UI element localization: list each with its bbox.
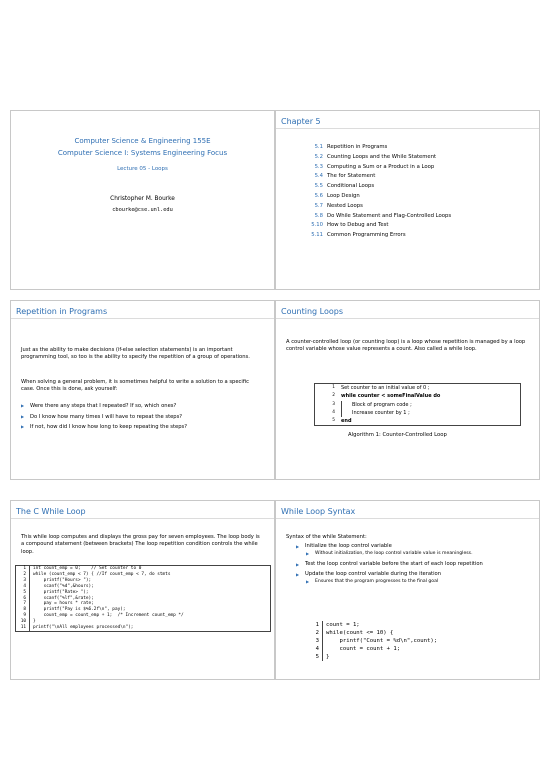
- code-line: printf("Rate> ");: [33, 589, 89, 595]
- code-line: }: [326, 654, 330, 660]
- code-line: scanf("%lf",&rate);: [33, 595, 94, 601]
- course-subtitle: Computer Science I: Systems Engineering Focus: [57, 149, 228, 157]
- code-line: scanf("%d",&hours);: [33, 583, 94, 589]
- slide-title: [10, 110, 275, 290]
- slide-title-text: While Loop Syntax: [281, 507, 356, 516]
- slide-while-syntax: [275, 500, 540, 680]
- code-line: printf("\nAll employees processed\n");: [33, 625, 134, 631]
- toc-item[interactable]: 5.6 Loop Design: [314, 192, 360, 199]
- code-line: printf("Hours> ");: [33, 577, 92, 583]
- code-line: pay = hours * rate;: [33, 601, 94, 607]
- paragraph: Syntax of the while Statement:: [286, 534, 367, 540]
- toc-item[interactable]: 5.10 How to Debug and Test: [311, 222, 389, 229]
- paragraph: When solving a general problem, it is sometimes helpful to write a solution to a specific case. Once this is done, ask yourself:: [21, 379, 249, 393]
- code-line: count_emp = count_emp + 1; /* Increment count_emp */: [33, 613, 184, 619]
- code-line: count = count + 1;: [326, 646, 401, 652]
- author-name: Christopher M. Bourke: [110, 196, 175, 202]
- bullet-item: ▶ Do I know how many times I will have to repeat the steps?: [21, 412, 261, 423]
- algorithm-line: Block of program code ;: [341, 401, 412, 409]
- slide-repetition: [10, 300, 275, 480]
- bullet-item: ▶ If not, how did I know how long to keep repeating the steps?: [21, 422, 261, 433]
- slide-title-text: The C While Loop: [16, 507, 86, 516]
- toc-item[interactable]: 5.11 Common Programming Errors: [311, 232, 406, 239]
- algorithm-line: Increase counter by 1 ;: [341, 409, 410, 417]
- slide-c-while-loop: [10, 500, 275, 680]
- algorithm-caption: Algorithm 1: Counter-Controlled Loop: [348, 432, 447, 438]
- code-line: int count_emp = 0; // Set counter to 0: [33, 566, 142, 571]
- sub-bullet-item: ▶ Without initialization, the loop control variable value is meaningless.: [306, 550, 531, 557]
- code-line: while (count_emp < 7) { //If count_emp < 7, do stmts: [33, 571, 171, 577]
- paragraph: This while loop computes and displays the gross pay for seven employees. The loop body is a compound statement (between brackets) The loop repetition condition controls the while loop.: [21, 534, 260, 555]
- toc-list: [303, 143, 451, 241]
- toc-item[interactable]: 5.7 Nested Loops: [314, 202, 363, 209]
- bullet-item: ▶ Were there any steps that I repeated? If so, which ones?: [21, 401, 261, 412]
- paragraph: Just as the ability to make decisions (if-else selection statements) is an important programming tool, so too is the ability to specify the repetition of a group of operations.: [21, 347, 250, 361]
- bullet-item: ▶ Update the loop control variable during the iteration: [296, 571, 531, 578]
- bullet-list: [21, 401, 261, 433]
- toc-item[interactable]: 5.5 Conditional Loops: [314, 183, 375, 190]
- author-email: cbourke@cse.unl.edu: [112, 207, 173, 213]
- code-block: 1 count = 1; 2 while(count <= 10) { 3 printf("Count = %d\n",count); 4 count = count + 1; 5 }: [309, 621, 529, 661]
- toc-item[interactable]: 5.3 Computing a Sum or a Product in a Loop: [314, 163, 435, 170]
- slide-counting-loops: [275, 300, 540, 480]
- code-block: 1 int count_emp = 0; // Set counter to 0 2 while (count_emp < 7) { //If count_emp < 7, do stmts 3 printf("Hours> "); 4 scanf("%d",&hours); 5 printf("Rate> "); 6 scanf("%lf",&rate); 7 pay = hours * rate; 8 printf("Pay is $%6.2f\n", pay); 9 count_emp = count_emp + 1; /* Increment count_emp */ 10 } 11 printf("\nAll employees processed\n");: [15, 565, 271, 632]
- algorithm-line: while counter < someFinalValue do: [341, 393, 441, 400]
- code-line: while(count <= 10) {: [326, 630, 394, 636]
- slide-title-text: Repetition in Programs: [16, 307, 108, 316]
- code-line: }: [33, 619, 36, 625]
- algorithm-box: 1 Set counter to an initial value of 0 ; 2 while counter < someFinalValue do 3 Block of program code ; 4 Increase counter by 1 ; 5 end: [314, 383, 521, 426]
- lecture-label: Lecture 05 - Loops: [117, 166, 168, 172]
- toc-item[interactable]: 5.8 Do While Statement and Flag-Controlled Loops: [314, 212, 452, 219]
- bullet-item: ▶ Initialize the loop control variable: [296, 543, 531, 550]
- slide-title-text: Counting Loops: [281, 307, 344, 316]
- toc-item[interactable]: 5.1 Repetition in Programs: [314, 144, 388, 150]
- algorithm-line: Set counter to an initial value of 0 ;: [341, 385, 430, 391]
- paragraph: A counter-controlled loop (or counting loop) is a loop whose repetition is managed by a loop control variable whose value represents a count. Also called a while loop.: [286, 339, 526, 353]
- bullet-item: ▶ Test the loop control variable before the start of each loop repetition: [296, 561, 531, 568]
- course-title: Computer Science & Engineering 155E: [74, 137, 211, 145]
- code-line: count = 1;: [326, 622, 360, 628]
- toc-item[interactable]: 5.2 Counting Loops and the While Statement: [314, 153, 437, 160]
- sub-bullet-item: ▶ Ensures that the program progresses to the final goal: [306, 578, 531, 585]
- bullet-list: [296, 543, 531, 585]
- toc-item[interactable]: 5.4 The for Statement: [314, 173, 376, 180]
- code-line: printf("Pay is $%6.2f\n", pay);: [33, 607, 126, 613]
- slide-title-text: Chapter 5: [281, 117, 321, 126]
- code-line: printf("Count = %d\n",count);: [326, 638, 438, 644]
- algorithm-line: end: [341, 418, 352, 425]
- slide-chapter-toc: [275, 110, 540, 290]
